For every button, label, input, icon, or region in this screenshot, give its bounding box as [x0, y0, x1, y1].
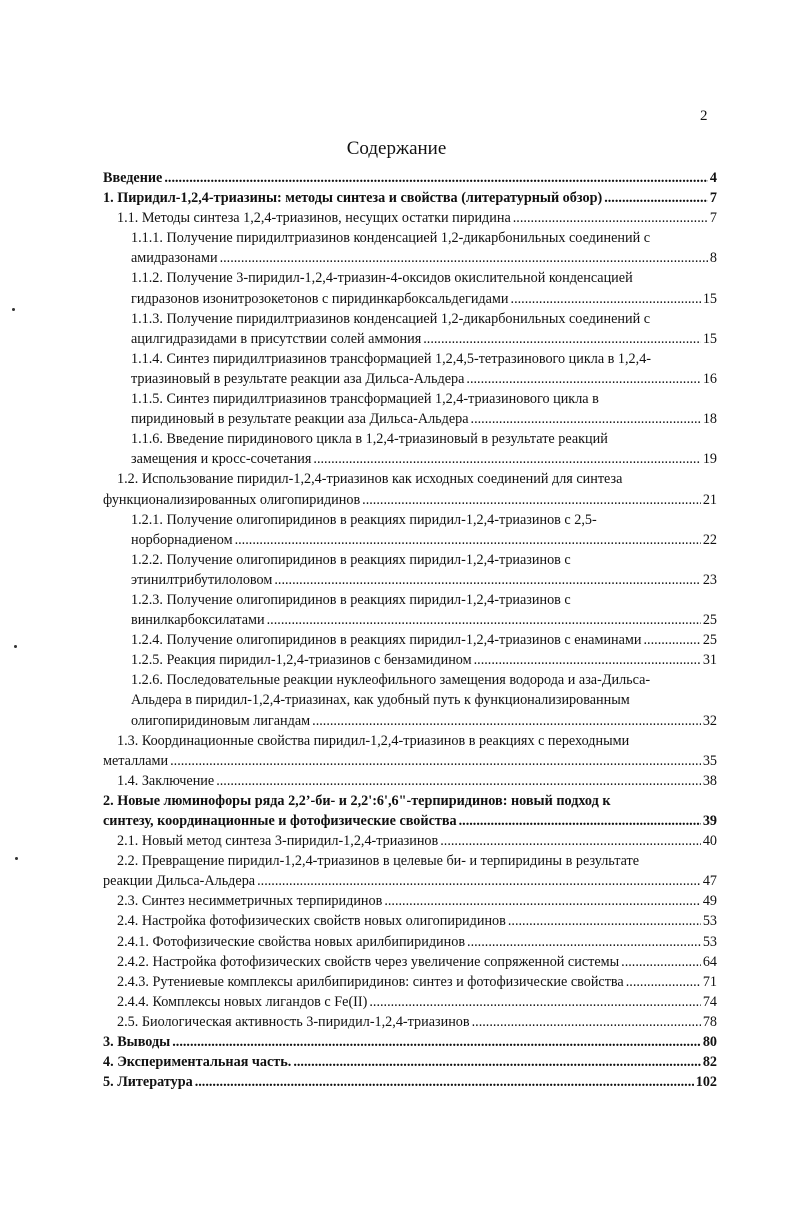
toc-leader-dots [467, 932, 701, 952]
toc-entry-text: винилкарбоксилатами [131, 612, 265, 629]
toc-page-number: 35 [702, 752, 717, 769]
toc-entry-text: 1.1.2. Получение 3-пиридил-1,2,4-триазин-4-оксидов окислительной конденсацией [131, 270, 633, 287]
toc-leader-dots [459, 811, 701, 831]
toc-entry-text: 2.4.3. Рутениевые комплексы арилбипиридинов: синтез и фотофизические свойства [117, 973, 624, 990]
toc-page-number: 21 [702, 491, 717, 508]
toc-page-number: 31 [702, 652, 717, 669]
toc-entry [103, 228, 717, 268]
toc-leader-dots [644, 630, 701, 650]
toc-entry [103, 911, 717, 931]
toc-page-number: 18 [702, 411, 717, 428]
toc-entry-text: 1.2.1. Получение олигопиридинов в реакциях пиридил-1,2,4-триазинов с 2,5- [131, 511, 597, 528]
toc-leader-dots [362, 490, 701, 510]
toc-page-number: 64 [702, 953, 717, 970]
toc-entry-text: 1.2.5. Реакция пиридил-1,2,4-триазинов с бензамидином [131, 652, 472, 669]
toc-entry-text: 1.2.3. Получение олигопиридинов в реакциях пиридил-1,2,4-триазинов с [131, 591, 571, 608]
toc-page-number: 7 [709, 190, 717, 207]
toc-entry-text: 1.4. Заключение [117, 772, 215, 789]
toc-leader-dots [235, 530, 701, 550]
scan-speck [14, 645, 17, 648]
toc-leader-dots [474, 650, 701, 670]
toc-entry [103, 932, 717, 952]
toc-entry-text: 2.4. Настройка фотофизических свойств новых олигопиридинов [117, 913, 506, 930]
toc-page-number: 8 [709, 250, 717, 267]
toc-entry [103, 670, 717, 730]
toc-entry [103, 510, 717, 550]
toc-entry-text: 2.4.1. Фотофизические свойства новых арилбипиридинов [117, 933, 466, 950]
toc-entry [103, 550, 717, 590]
toc-leader-dots [466, 369, 700, 389]
toc-leader-dots [274, 570, 700, 590]
toc-entry [103, 992, 717, 1012]
toc-entry-text: 1.2.2. Получение олигопиридинов в реакциях пиридил-1,2,4-триазинов с [131, 551, 571, 568]
toc-entry-text: 2.2. Превращение пиридил-1,2,4-триазинов в целевые би- и терпиридины в результате [117, 853, 640, 870]
toc-entry [103, 791, 717, 831]
toc-page-number: 19 [702, 451, 717, 468]
toc-entry-text: 3. Выводы [103, 1034, 171, 1051]
toc-entry [103, 188, 717, 208]
toc-entry [103, 1012, 717, 1032]
toc-entry [103, 590, 717, 630]
toc-entry-text: 2.4.4. Комплексы новых лигандов с Fe(II) [117, 993, 368, 1010]
toc-page-number: 25 [702, 632, 717, 649]
toc-entry [103, 429, 717, 469]
toc-entry-text: синтезу, координационные и фотофизические свойства [103, 813, 457, 829]
toc-page-number: 49 [702, 893, 717, 910]
toc-entry [103, 1072, 717, 1092]
toc-entry-text: 1.1.4. Синтез пиридилтриазинов трансформацией 1,2,4,5-тетразинового цикла в 1,2,4- [131, 350, 652, 367]
toc-entry [103, 208, 717, 228]
toc-entry-text: металлами [103, 752, 169, 769]
toc-leader-dots [293, 1052, 700, 1072]
toc-entry [103, 469, 717, 509]
toc-entry-text: 1.1.1. Получение пиридилтриазинов конденсацией 1,2-дикарбонильных соединений с [131, 230, 651, 247]
toc-entry [103, 349, 717, 389]
toc-entry-text: 1.2. Использование пиридил-1,2,4-триазинов как исходных соединений для синтеза [117, 471, 623, 488]
toc-entry-text: 2.5. Биологическая активность 3-пиридил-1,2,4-триазинов [117, 1013, 470, 1030]
toc-page-number: 32 [702, 712, 717, 729]
toc-leader-dots [471, 409, 701, 429]
toc-entry-text: 5. Литература [103, 1074, 193, 1091]
toc-leader-dots [313, 449, 700, 469]
table-of-contents [103, 168, 717, 1092]
toc-entry [103, 1052, 717, 1072]
toc-entry [103, 831, 717, 851]
toc-leader-dots [257, 871, 701, 891]
toc-entry [103, 268, 717, 308]
toc-entry-text: 1.3. Координационные свойства пиридил-1,2,4-триазинов в реакциях с переходными [117, 732, 630, 749]
toc-page-number: 16 [702, 370, 717, 387]
toc-page-number: 23 [702, 571, 717, 588]
toc-leader-dots [511, 289, 701, 309]
toc-page-number: 22 [702, 531, 717, 548]
toc-entry-text: 2.3. Синтез несимметричных терпиридинов [117, 893, 383, 910]
toc-leader-dots [195, 1072, 694, 1092]
page-number: 2 [700, 108, 708, 124]
toc-entry-text: 2.1. Новый метод синтеза 3-пиридил-1,2,4-триазинов [117, 833, 439, 850]
toc-entry [103, 650, 717, 670]
toc-leader-dots [423, 329, 701, 349]
toc-entry [103, 630, 717, 650]
toc-leader-dots [604, 188, 708, 208]
toc-page-number: 15 [702, 330, 717, 347]
toc-entry [103, 771, 717, 791]
toc-entry-text: Введение [103, 170, 163, 186]
toc-entry-text: 1. Пиридил-1,2,4-триазины: методы синтеза и свойства (литературный обзор) [103, 190, 603, 207]
toc-page-number: 39 [702, 813, 717, 829]
toc-entry-text: пиридиновый в результате реакции аза Дильса-Альдера [131, 411, 469, 428]
toc-leader-dots [164, 168, 708, 188]
toc-entry [103, 168, 717, 188]
toc-entry-text: 1.1.5. Синтез пиридилтриазинов трансформацией 1,2,4-триазинового цикла в [131, 391, 599, 408]
toc-entry-text: 2.4.2. Настройка фотофизических свойств через увеличение сопряженной системы [117, 953, 620, 970]
toc-entry [103, 952, 717, 972]
toc-page-number: 25 [702, 612, 717, 629]
toc-leader-dots [440, 831, 701, 851]
toc-entry-text: олигопиридиновым лигандам [131, 712, 311, 729]
toc-page-number: 4 [709, 170, 717, 186]
toc-entry [103, 891, 717, 911]
toc-leader-dots [384, 891, 701, 911]
toc-leader-dots [172, 1032, 701, 1052]
toc-entry [103, 389, 717, 429]
toc-page-number: 40 [702, 833, 717, 850]
toc-entry-text: 1.2.6. Последовательные реакции нуклеофильного замещения водорода и аза-Дильса- [131, 672, 651, 689]
toc-page-number: 82 [702, 1054, 717, 1071]
toc-entry-text: ацилгидразидами в присутствии солей аммония [131, 330, 422, 347]
toc-leader-dots [267, 610, 701, 630]
toc-entry-text: амидразонами [131, 250, 218, 267]
toc-page-number: 80 [702, 1034, 717, 1051]
toc-page-number: 38 [702, 772, 717, 789]
toc-leader-dots [626, 972, 701, 992]
toc-page-number: 15 [702, 290, 717, 307]
toc-leader-dots [312, 711, 701, 731]
toc-entry-text: Альдера в пиридил-1,2,4-триазинах, как удобный путь к функционализированным [131, 692, 630, 709]
toc-entry-text: 1.1.6. Введение пиридинового цикла в 1,2,4-триазиновый в результате реакций [131, 431, 608, 448]
toc-page-number: 7 [709, 210, 717, 227]
toc-entry-text: 1.1.3. Получение пиридилтриазинов конденсацией 1,2-дикарбонильных соединений с [131, 310, 651, 327]
toc-entry [103, 1032, 717, 1052]
scan-speck [12, 308, 15, 311]
toc-entry [103, 972, 717, 992]
toc-entry-text: 4. Экспериментальная часть. [103, 1054, 292, 1071]
toc-entry-text: реакции Дильса-Альдера [103, 873, 256, 890]
toc-entry-text: этинилтрибутилоловом [131, 571, 273, 588]
scan-speck [15, 857, 18, 860]
toc-leader-dots [472, 1012, 701, 1032]
toc-page-number: 102 [695, 1074, 717, 1091]
toc-entry-text: замещения и кросс-сочетания [131, 451, 312, 468]
toc-page-number: 53 [702, 933, 717, 950]
toc-leader-dots [508, 911, 701, 931]
toc-leader-dots [220, 248, 708, 268]
toc-entry-text: норборнадиеном [131, 531, 233, 548]
toc-entry-text: 1.1. Методы синтеза 1,2,4-триазинов, несущих остатки пиридина [117, 210, 511, 227]
toc-entry-text: гидразонов изонитрозокетонов с пиридинкарбоксальдегидами [131, 290, 509, 307]
toc-page-number: 74 [702, 993, 717, 1010]
toc-entry-text: 2. Новые люминофоры ряда 2,2’-би- и 2,2':6',6"-терпиридинов: новый подход к [103, 792, 611, 809]
toc-entry [103, 731, 717, 771]
toc-entry [103, 851, 717, 891]
toc-leader-dots [621, 952, 701, 972]
toc-page-number: 47 [702, 873, 717, 890]
toc-page-number: 78 [702, 1013, 717, 1030]
toc-entry-text: триазиновый в результате реакции аза Дильса-Альдера [131, 370, 465, 387]
toc-leader-dots [170, 751, 701, 771]
toc-entry [103, 309, 717, 349]
toc-title: Содержание [346, 138, 447, 159]
toc-leader-dots [513, 208, 708, 228]
toc-leader-dots [216, 771, 701, 791]
toc-page-number: 53 [702, 913, 717, 930]
toc-entry-text: 1.2.4. Получение олигопиридинов в реакциях пиридил-1,2,4-триазинов с енаминами [131, 632, 642, 649]
toc-page-number: 71 [702, 973, 717, 990]
toc-leader-dots [369, 992, 700, 1012]
toc-entry-text: функционализированных олигопиридинов [103, 491, 361, 508]
